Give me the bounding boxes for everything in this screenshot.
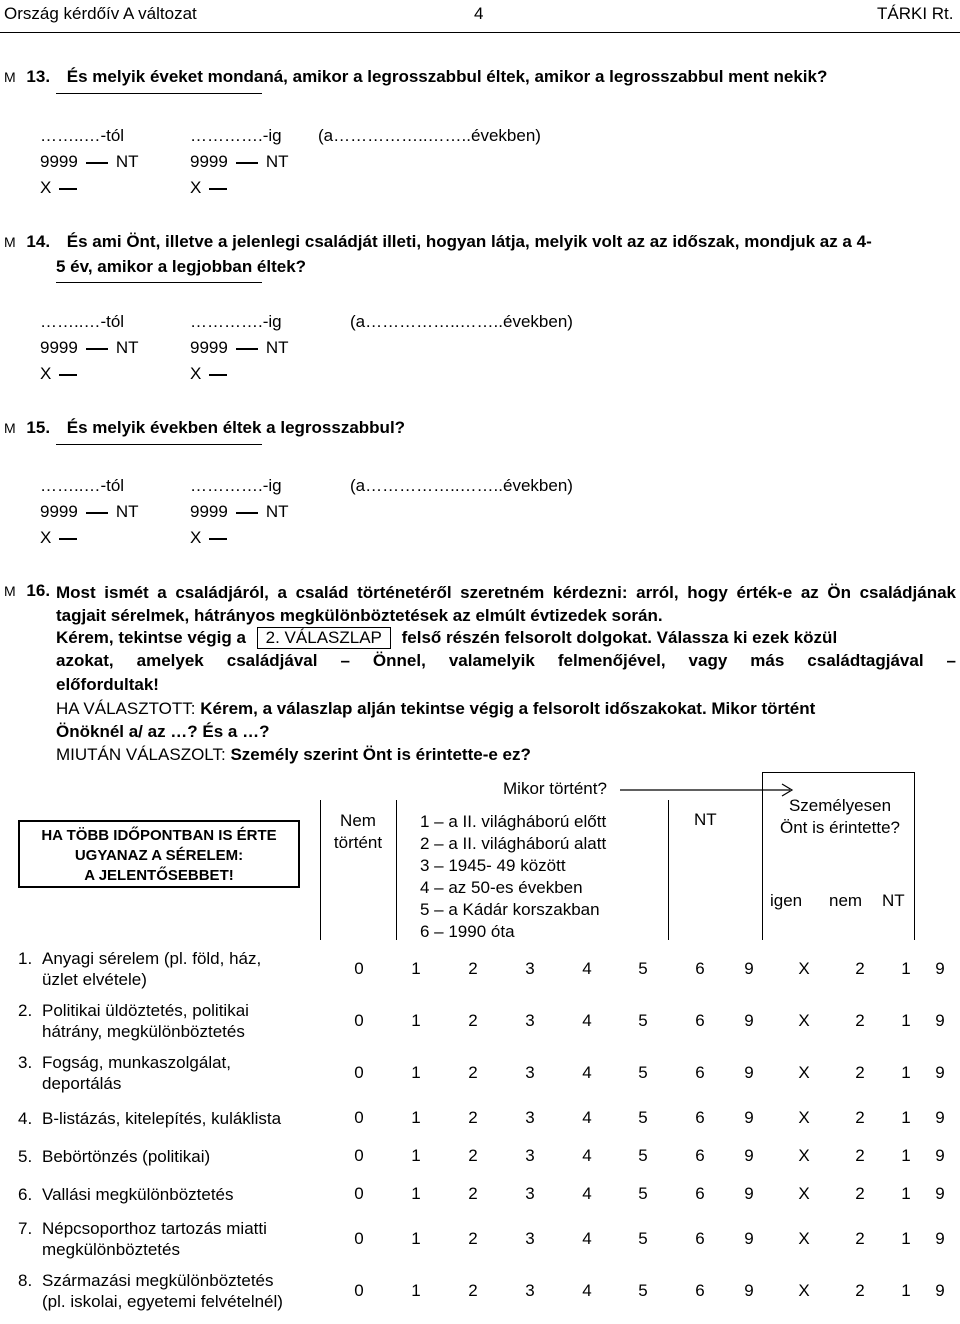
answer-code[interactable]: 1 — [411, 1229, 421, 1248]
answer-code[interactable]: 3 — [525, 1146, 535, 1165]
grid-line — [762, 772, 914, 773]
answer-code[interactable]: 4 — [582, 1063, 592, 1082]
q15-to[interactable]: ………….-ig — [190, 476, 282, 495]
answer-code[interactable]: 2 — [855, 1184, 865, 1203]
row-label — [18, 1218, 267, 1260]
q13-to[interactable]: ………….-ig — [190, 126, 282, 145]
answer-code[interactable]: 2 — [468, 1011, 478, 1030]
q14-underline — [56, 282, 262, 283]
answer-code[interactable]: 2 — [468, 1108, 478, 1127]
page-number: 4 — [474, 4, 484, 23]
q16-line6: HA VÁLASZTOTT: Kérem, a válaszlap alján tekintse végig a felsorolt időszakokat. Mikor történt — [56, 699, 816, 718]
answer-code[interactable]: 9 — [935, 1281, 945, 1300]
answer-code[interactable]: 1 — [411, 1108, 421, 1127]
q13-heading: M 13. És melyik éveket mondaná, amikor a legrosszabbul éltek, amikor a legrosszabbul ment nekik? — [4, 67, 828, 86]
answer-code[interactable]: 3 — [525, 959, 535, 978]
row-label — [18, 1108, 281, 1129]
q16-number: M 16. — [4, 581, 51, 600]
q14-heading: M 14. És ami Önt, illetve a jelenlegi családját illeti, hogyan látja, melyik volt az az időszak, mondjuk az a 4- — [4, 232, 872, 251]
answer-code[interactable]: X — [798, 959, 810, 978]
answer-code[interactable]: 2 — [855, 1146, 865, 1165]
header-rule — [0, 32, 960, 33]
answer-code[interactable]: 1 — [901, 1229, 911, 1248]
answer-code[interactable]: 0 — [354, 1281, 364, 1300]
row-text: Vallási megkülönböztetés — [42, 1185, 234, 1204]
answer-code[interactable]: 2 — [468, 1146, 478, 1165]
q16-intro: Most ismét a családjáról, a család történetéről szeretném kérdezni: arról, hogy érték-e az Ön családjának tagjait sérelmek, hátrányos megkülönböztetések az elmúlt évtizedek során. — [56, 583, 956, 625]
answer-code[interactable]: 5 — [638, 1108, 648, 1127]
answer-code[interactable]: 5 — [638, 1281, 648, 1300]
answer-code[interactable]: 9 — [935, 1146, 945, 1165]
answer-code[interactable]: 9 — [744, 1146, 754, 1165]
q15-underline — [56, 444, 262, 445]
row-number: 2. — [18, 1001, 33, 1020]
q13-x-to[interactable]: X — [190, 178, 233, 198]
answer-code[interactable]: 5 — [638, 1229, 648, 1248]
row-label — [18, 1146, 210, 1167]
answer-code[interactable]: 2 — [855, 1281, 865, 1300]
q15-x-to[interactable]: X — [190, 528, 233, 548]
answer-code[interactable]: 4 — [582, 1184, 592, 1203]
q13-from[interactable]: ……..…-tól — [40, 126, 125, 145]
q13-years[interactable]: (a……………..……..években) — [318, 126, 541, 145]
answer-code[interactable]: 9 — [935, 959, 945, 978]
grid-line — [320, 800, 321, 940]
answer-code[interactable]: 6 — [695, 1146, 705, 1165]
answer-code[interactable]: 3 — [525, 1011, 535, 1030]
grid-line — [396, 800, 397, 940]
answer-code[interactable]: X — [798, 1063, 810, 1082]
row-number: 8. — [18, 1271, 33, 1290]
q15-nt-to[interactable]: 9999 NT — [190, 502, 289, 521]
header-right: TÁRKI Rt. — [877, 4, 954, 23]
answer-code[interactable]: 1 — [901, 1281, 911, 1300]
q13-nt-from[interactable]: 9999 NT — [40, 152, 139, 171]
answer-code[interactable]: X — [798, 1281, 810, 1300]
answer-code[interactable]: 9 — [744, 1184, 754, 1203]
q14-x-from[interactable]: X — [40, 364, 83, 384]
answer-code[interactable]: 3 — [525, 1108, 535, 1127]
q14-x-to[interactable]: X — [190, 364, 233, 384]
row-text: Népcsoporthoz tartozás miatti megkülönböztetés — [42, 1219, 267, 1259]
q15-from[interactable]: ……..…-tól — [40, 476, 125, 495]
answer-code[interactable]: 2 — [855, 1108, 865, 1127]
answer-code[interactable]: 0 — [354, 1184, 364, 1203]
answer-code[interactable]: 5 — [638, 1146, 648, 1165]
answer-code[interactable]: 6 — [695, 1063, 705, 1082]
answer-code[interactable]: 0 — [354, 1108, 364, 1127]
col-nem-tortent: Nem történt — [333, 811, 383, 852]
grid-line — [762, 772, 763, 940]
q15-heading: M 15. És melyik években éltek a legrosszabbul? — [4, 418, 406, 437]
answer-code[interactable]: 2 — [468, 959, 478, 978]
header-left: Ország kérdőív A változat — [4, 4, 197, 23]
answer-code[interactable]: 6 — [695, 1108, 705, 1127]
answer-code[interactable]: 1 — [901, 1146, 911, 1165]
q14-years[interactable]: (a……………..……..években) — [350, 312, 573, 331]
answer-code[interactable]: 1 — [901, 959, 911, 978]
q16-card-line: Kérem, tekintse végig a 2. VÁLASZLAP felső részén felsorolt dolgokat. Válassza ki ezek közül — [56, 628, 838, 647]
q16-line8: MIUTÁN VÁLASZOLT: Személy szerint Önt is érintette-e ez? — [56, 745, 531, 764]
answer-code[interactable]: 6 — [695, 1011, 705, 1030]
answer-code[interactable]: 9 — [744, 1229, 754, 1248]
row-number: 5. — [18, 1147, 33, 1166]
row-text: Anyagi sérelem (pl. föld, ház, üzlet elvétele) — [42, 949, 262, 989]
row-text: Politikai üldöztetés, politikai hátrány, megkülönböztetés — [42, 1001, 249, 1041]
answer-code[interactable]: 4 — [582, 1146, 592, 1165]
q13-x-from[interactable]: X — [40, 178, 83, 198]
answer-code[interactable]: 0 — [354, 1229, 364, 1248]
row-label — [18, 1000, 249, 1042]
answer-code[interactable]: 1 — [901, 1184, 911, 1203]
answer-code[interactable]: 3 — [525, 1281, 535, 1300]
valaszlap-box: 2. VÁLASZLAP — [257, 627, 391, 649]
row-number: 4. — [18, 1109, 33, 1128]
row-number: 3. — [18, 1053, 33, 1072]
instruction-box: HA TÖBB IDŐPONTBAN IS ÉRTE UGYANAZ A SÉRELEM: A JELENTŐSEBBET! — [18, 820, 300, 888]
grid-line — [914, 772, 915, 940]
answer-code[interactable]: 4 — [582, 1281, 592, 1300]
mikor-options: 1 – a II. világháború előtt 2 – a II. világháború alatt 3 – 1945- 49 között 4 – az 50-es években 5 – a Kádár korszakban 6 – 1990 óta — [420, 812, 607, 941]
q13-underline — [56, 93, 262, 94]
answer-code[interactable]: 1 — [411, 1011, 421, 1030]
answer-code[interactable]: 9 — [744, 1108, 754, 1127]
answer-code[interactable]: 9 — [744, 1281, 754, 1300]
row-label — [18, 1184, 234, 1205]
answer-code[interactable]: 9 — [935, 1184, 945, 1203]
answer-code[interactable]: 2 — [855, 1063, 865, 1082]
answer-code[interactable]: 2 — [468, 1229, 478, 1248]
answer-code[interactable]: 5 — [638, 959, 648, 978]
answer-code[interactable]: 3 — [525, 1229, 535, 1248]
grid-line — [668, 800, 669, 940]
q16-line4: azokat, amelyek családjával – Önnel, valamelyik felmenőjével, vagy más családtagjával – — [56, 651, 956, 670]
row-label — [18, 1270, 283, 1312]
q14-nt-from[interactable]: 9999 NT — [40, 338, 139, 357]
q13-nt-to[interactable]: 9999 NT — [190, 152, 289, 171]
col-nt-personal: NT — [882, 891, 905, 910]
answer-code[interactable]: 1 — [901, 1011, 911, 1030]
answer-code[interactable]: 3 — [525, 1184, 535, 1203]
answer-code[interactable]: 1 — [411, 1184, 421, 1203]
answer-code[interactable]: X — [798, 1108, 810, 1127]
answer-code[interactable]: 1 — [411, 1063, 421, 1082]
answer-code[interactable]: 1 — [901, 1108, 911, 1127]
answer-code[interactable]: 9 — [935, 1063, 945, 1082]
answer-code[interactable]: 2 — [855, 959, 865, 978]
answer-code[interactable]: 9 — [744, 1063, 754, 1082]
answer-code[interactable]: 0 — [354, 959, 364, 978]
answer-code[interactable]: 9 — [935, 1229, 945, 1248]
answer-code[interactable]: 9 — [744, 959, 754, 978]
col-nem: nem — [829, 891, 863, 910]
answer-code[interactable]: 3 — [525, 1063, 535, 1082]
q16-line7: Önöknél a/ az …? És a …? — [56, 722, 270, 741]
answer-code[interactable]: X — [798, 1229, 810, 1248]
col-nt: NT — [694, 810, 717, 829]
answer-code[interactable]: 2 — [855, 1229, 865, 1248]
answer-code[interactable]: 1 — [901, 1063, 911, 1082]
answer-code[interactable]: 1 — [411, 1146, 421, 1165]
answer-code[interactable]: 4 — [582, 1108, 592, 1127]
answer-code[interactable]: 4 — [582, 1011, 592, 1030]
answer-code[interactable]: 0 — [354, 1146, 364, 1165]
answer-code[interactable]: 5 — [638, 1011, 648, 1030]
answer-code[interactable]: X — [798, 1146, 810, 1165]
row-label — [18, 1052, 231, 1094]
mikor-title: Mikor történt? — [503, 779, 607, 798]
q14-from[interactable]: ……..…-tól — [40, 312, 125, 331]
row-number: 7. — [18, 1219, 33, 1238]
answer-code[interactable]: 2 — [855, 1011, 865, 1030]
q14-nt-to[interactable]: 9999 NT — [190, 338, 289, 357]
row-text: Származási megkülönböztetés (pl. iskolai, egyetemi felvételnél) — [42, 1271, 283, 1311]
q16-line5: előfordultak! — [56, 675, 159, 694]
answer-code[interactable]: 1 — [411, 959, 421, 978]
answer-code[interactable]: 0 — [354, 1011, 364, 1030]
answer-code[interactable]: 9 — [935, 1011, 945, 1030]
answer-code[interactable]: 6 — [695, 1184, 705, 1203]
answer-code[interactable]: 4 — [582, 1229, 592, 1248]
row-number: 6. — [18, 1185, 33, 1204]
answer-code[interactable]: 2 — [468, 1281, 478, 1300]
row-text: Fogság, munkaszolgálat, deportálás — [42, 1053, 231, 1093]
row-text: Bebörtönzés (politikai) — [42, 1147, 211, 1166]
answer-code[interactable]: 9 — [935, 1108, 945, 1127]
answer-code[interactable]: 4 — [582, 959, 592, 978]
col-szemelyesen: Személyesen Önt is érintette? — [779, 796, 900, 837]
q14-line2: 5 év, amikor a legjobban éltek? — [56, 257, 307, 276]
row-text: B-listázás, kitelepítés, kuláklista — [42, 1109, 282, 1128]
q14-to[interactable]: ………….-ig — [190, 312, 282, 331]
row-number: 1. — [18, 949, 33, 968]
answer-code[interactable]: 2 — [468, 1184, 478, 1203]
col-igen: igen — [770, 891, 803, 910]
q15-x-from[interactable]: X — [40, 528, 83, 548]
answer-code[interactable]: 9 — [744, 1011, 754, 1030]
row-label — [18, 948, 261, 990]
answer-code[interactable]: 1 — [411, 1281, 421, 1300]
answer-code[interactable]: X — [798, 1011, 810, 1030]
answer-code[interactable]: 6 — [695, 1229, 705, 1248]
answer-code[interactable]: 0 — [354, 1063, 364, 1082]
answer-code[interactable]: 5 — [638, 1184, 648, 1203]
answer-code[interactable]: 6 — [695, 1281, 705, 1300]
q15-years[interactable]: (a……………..……..években) — [350, 476, 573, 495]
answer-code[interactable]: 2 — [468, 1063, 478, 1082]
answer-code[interactable]: X — [798, 1184, 810, 1203]
q15-nt-from[interactable]: 9999 NT — [40, 502, 139, 521]
answer-code[interactable]: 6 — [695, 959, 705, 978]
answer-code[interactable]: 5 — [638, 1063, 648, 1082]
